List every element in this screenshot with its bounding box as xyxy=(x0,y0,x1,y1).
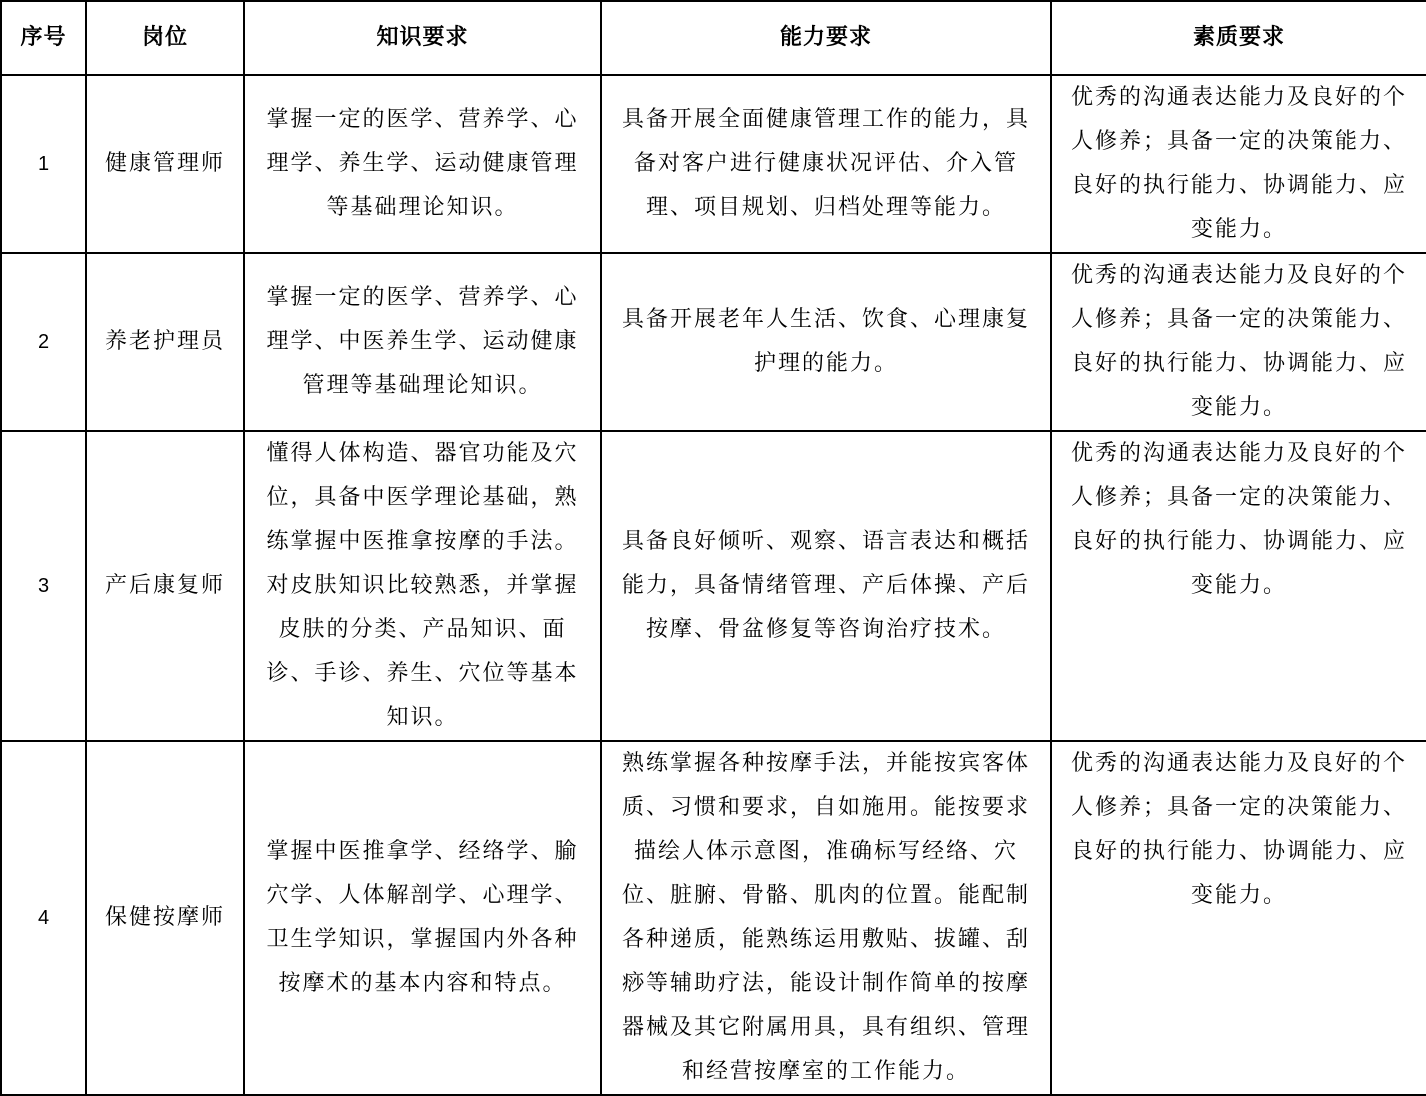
header-quality: 素质要求 xyxy=(1051,1,1426,75)
table-row xyxy=(1,431,1426,741)
row-post: 健康管理师 xyxy=(86,75,244,253)
row-no: 3 xyxy=(1,431,86,741)
row-ability: 具备开展全面健康管理工作的能力，具备对客户进行健康状况评估、介入管理、项目规划、归档处理等能力。 xyxy=(601,75,1051,253)
row-no: 4 xyxy=(1,741,86,1095)
row-quality: 优秀的沟通表达能力及良好的个人修养；具备一定的决策能力、良好的执行能力、协调能力、应变能力。 xyxy=(1051,253,1426,431)
row-knowledge: 懂得人体构造、器官功能及穴位，具备中医学理论基础，熟练掌握中医推拿按摩的手法。对皮肤知识比较熟悉，并掌握皮肤的分类、产品知识、面诊、手诊、养生、穴位等基本知识。 xyxy=(244,431,601,741)
row-quality: 优秀的沟通表达能力及良好的个人修养；具备一定的决策能力、良好的执行能力、协调能力、应变能力。 xyxy=(1051,431,1426,741)
header-ability: 能力要求 xyxy=(601,1,1051,75)
row-post: 养老护理员 xyxy=(86,253,244,431)
row-quality: 优秀的沟通表达能力及良好的个人修养；具备一定的决策能力、良好的执行能力、协调能力、应变能力。 xyxy=(1051,75,1426,253)
row-knowledge: 掌握一定的医学、营养学、心理学、中医养生学、运动健康管理等基础理论知识。 xyxy=(244,253,601,431)
row-ability: 具备开展老年人生活、饮食、心理康复护理的能力。 xyxy=(601,253,1051,431)
table-row xyxy=(1,75,1426,253)
row-no: 1 xyxy=(1,75,86,253)
header-post: 岗位 xyxy=(86,1,244,75)
row-quality: 优秀的沟通表达能力及良好的个人修养；具备一定的决策能力、良好的执行能力、协调能力、应变能力。 xyxy=(1051,741,1426,1095)
row-post: 保健按摩师 xyxy=(86,741,244,1095)
header-row xyxy=(1,1,1426,75)
row-knowledge: 掌握中医推拿学、经络学、腧穴学、人体解剖学、心理学、卫生学知识，掌握国内外各种按摩术的基本内容和特点。 xyxy=(244,741,601,1095)
row-ability: 熟练掌握各种按摩手法，并能按宾客体质、习惯和要求，自如施用。能按要求描绘人体示意图，准确标写经络、穴位、脏腑、骨骼、肌肉的位置。能配制各种递质，能熟练运用敷贴、拔罐、刮痧等辅助疗法，能设计制作简单的按摩器械及其它附属用具，具有组织、管理和经营按摩室的工作能力。 xyxy=(601,741,1051,1095)
row-knowledge: 掌握一定的医学、营养学、心理学、养生学、运动健康管理等基础理论知识。 xyxy=(244,75,601,253)
table-row xyxy=(1,253,1426,431)
header-knowledge: 知识要求 xyxy=(244,1,601,75)
row-no: 2 xyxy=(1,253,86,431)
row-ability: 具备良好倾听、观察、语言表达和概括能力，具备情绪管理、产后体操、产后按摩、骨盆修复等咨询治疗技术。 xyxy=(601,431,1051,741)
row-post: 产后康复师 xyxy=(86,431,244,741)
header-no: 序号 xyxy=(1,1,86,75)
